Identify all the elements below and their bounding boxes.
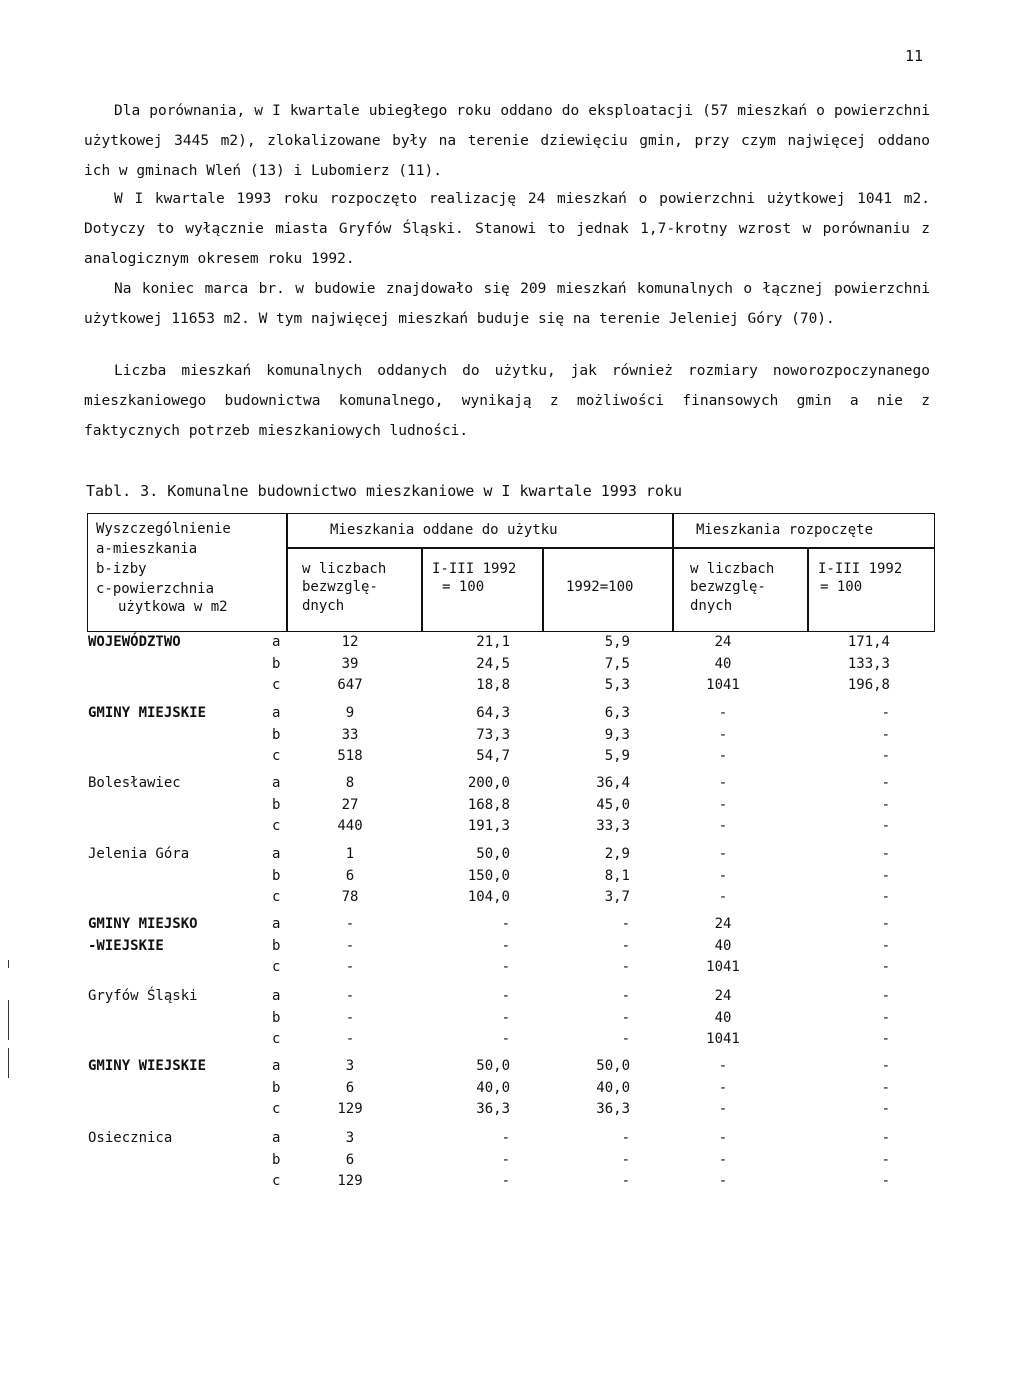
table-cell: -: [718, 1173, 728, 1189]
table-row: [0, 889, 1024, 911]
table-cell: -: [718, 889, 728, 905]
header-label: użytkowa w m2: [118, 599, 228, 615]
header-divider: [542, 547, 544, 632]
table-row: [0, 1080, 1024, 1102]
table-cell: 36,4: [596, 775, 630, 791]
table-cell: -: [881, 1130, 890, 1146]
table-cell: -: [881, 1031, 890, 1047]
page-number: 11: [905, 47, 924, 65]
table-row: [0, 868, 1024, 890]
header-label: = 100: [442, 579, 485, 595]
header-label: 1992=100: [566, 579, 634, 595]
group-name: Osiecznica: [88, 1130, 173, 1146]
table-cell: -: [881, 1173, 890, 1189]
table-cell: -: [501, 1009, 510, 1026]
header-label: dnych: [302, 598, 345, 614]
table-row: [0, 797, 1024, 819]
table-cell: b: [272, 796, 281, 813]
table-row: [0, 916, 1024, 938]
table-cell: 45,0: [596, 796, 630, 813]
table-cell: -: [881, 937, 890, 954]
table-cell: -: [881, 889, 890, 905]
table-cell: b: [272, 1009, 281, 1026]
group-name: Gryfów Śląski: [88, 988, 198, 1004]
table-cell: -: [718, 1058, 728, 1074]
table-cell: -: [881, 818, 890, 834]
table-cell: 5,9: [604, 634, 630, 650]
table-cell: -: [621, 988, 630, 1004]
table-cell: -: [501, 959, 510, 975]
table-cell: 6: [345, 867, 355, 884]
table-cell: -: [718, 775, 728, 791]
table-cell: b: [272, 726, 281, 743]
table-cell: 129: [337, 1101, 363, 1117]
table-cell: -: [621, 1151, 630, 1168]
table-cell: 73,3: [476, 726, 510, 743]
table-cell: -: [501, 937, 510, 954]
group-name: -WIEJSKIE: [88, 937, 164, 954]
table-cell: 40: [714, 1009, 732, 1026]
table-cell: -: [621, 1130, 630, 1146]
table-cell: -: [501, 1130, 510, 1146]
table-cell: c: [272, 677, 281, 693]
table-cell: -: [881, 1058, 890, 1074]
table-cell: 64,3: [476, 705, 510, 721]
header-label: a-mieszkania: [96, 541, 198, 557]
table-cell: 3,7: [604, 889, 630, 905]
table-cell: 2,9: [604, 846, 630, 862]
table-cell: 6: [345, 1151, 355, 1168]
table-cell: c: [272, 1031, 281, 1047]
table-cell: a: [272, 1058, 281, 1074]
table-cell: 8,1: [604, 867, 630, 884]
table-cell: 9: [345, 705, 355, 721]
header-label: I-III 1992: [818, 561, 903, 577]
table-cell: 50,0: [476, 1058, 510, 1074]
table-cell: -: [881, 1151, 890, 1168]
table-cell: -: [718, 1130, 728, 1146]
table-cell: c: [272, 818, 281, 834]
group-name: GMINY WIEJSKIE: [88, 1058, 207, 1074]
table-cell: a: [272, 1130, 281, 1146]
table-cell: a: [272, 775, 281, 791]
table-cell: c: [272, 1101, 281, 1117]
header-label: dnych: [690, 598, 733, 614]
table-cell: -: [881, 796, 890, 813]
table-cell: 647: [337, 677, 363, 693]
table-row: [0, 1101, 1024, 1123]
header-label: w liczbach: [302, 561, 387, 577]
table-cell: -: [718, 818, 728, 834]
table-row: [0, 677, 1024, 699]
table-cell: 3: [345, 1130, 355, 1146]
table-cell: 40,0: [476, 1079, 510, 1096]
table-cell: -: [718, 867, 728, 884]
table-cell: 5,9: [604, 748, 630, 764]
table-cell: b: [272, 867, 281, 884]
table-cell: a: [272, 846, 281, 862]
table-row: [0, 1152, 1024, 1174]
table-row: [0, 1130, 1024, 1152]
table-cell: 1041: [706, 1031, 740, 1047]
group-name: GMINY MIEJSKO: [88, 916, 198, 932]
table-cell: 40: [714, 937, 732, 954]
table-cell: -: [718, 748, 728, 764]
table-cell: -: [345, 988, 355, 1004]
header-divider: [421, 547, 423, 632]
table-cell: 518: [337, 748, 363, 764]
table-cell: -: [881, 748, 890, 764]
table-cell: -: [345, 916, 355, 932]
table-cell: -: [881, 1101, 890, 1117]
table-cell: c: [272, 748, 281, 764]
table-cell: 78: [341, 889, 359, 905]
table-row: [0, 748, 1024, 770]
table-cell: 104,0: [467, 889, 510, 905]
header-divider: [672, 513, 674, 632]
table-cell: -: [718, 726, 728, 743]
header-group-started: Mieszkania rozpoczęte: [696, 522, 874, 538]
table-cell: 6: [345, 1079, 355, 1096]
table-row: [0, 846, 1024, 868]
header-label: b-izby: [96, 561, 147, 577]
table-cell: -: [501, 916, 510, 932]
table-cell: -: [501, 1151, 510, 1168]
table-cell: -: [718, 705, 728, 721]
table-cell: 150,0: [467, 867, 510, 884]
table-cell: 33,3: [596, 818, 630, 834]
header-label: c-powierzchnia: [96, 581, 215, 597]
table-cell: -: [881, 959, 890, 975]
table-cell: 196,8: [847, 677, 890, 693]
table-row: [0, 818, 1024, 840]
table-cell: -: [345, 937, 355, 954]
table-cell: 54,7: [476, 748, 510, 764]
table-cell: 24: [714, 916, 732, 932]
table-cell: 12: [341, 634, 359, 650]
table-cell: a: [272, 634, 281, 650]
table-cell: 133,3: [847, 655, 890, 672]
table-cell: c: [272, 889, 281, 905]
table-cell: 33: [341, 726, 359, 743]
table-cell: 200,0: [467, 775, 510, 791]
table-cell: 191,3: [467, 818, 510, 834]
table-cell: 9,3: [604, 726, 630, 743]
table-cell: -: [881, 988, 890, 1004]
header-divider: [286, 513, 288, 632]
table-caption: Tabl. 3. Komunalne budownictwo mieszkaniowe w I kwartale 1993 roku: [86, 482, 683, 500]
table-cell: -: [621, 959, 630, 975]
scan-mark: [8, 1048, 9, 1078]
table-cell: 3: [345, 1058, 355, 1074]
table-cell: 1041: [706, 959, 740, 975]
table-cell: 21,1: [476, 634, 510, 650]
table-cell: 168,8: [467, 796, 510, 813]
table-cell: 36,3: [596, 1101, 630, 1117]
table-cell: -: [621, 1173, 630, 1189]
header-divider: [286, 547, 934, 549]
table-row: [0, 705, 1024, 727]
table-cell: b: [272, 1079, 281, 1096]
table-cell: -: [718, 1151, 728, 1168]
group-name: Jelenia Góra: [88, 846, 190, 862]
table-cell: -: [718, 796, 728, 813]
table-cell: b: [272, 655, 281, 672]
table-cell: 40,0: [596, 1079, 630, 1096]
table-cell: 27: [341, 796, 359, 813]
table-row: [0, 959, 1024, 981]
paragraph-4: Liczba mieszkań komunalnych oddanych do użytku, jak również rozmiary noworozpoczynanego mieszkaniowego budownictwa komunalnego, wynikają z możliwości finansowych gmin a nie z faktycznych potrzeb mieszkaniowych ludności.: [84, 363, 930, 439]
table-cell: c: [272, 1173, 281, 1189]
table-cell: 40: [714, 655, 732, 672]
table-cell: -: [621, 916, 630, 932]
table-row: [0, 727, 1024, 749]
group-name: WOJEWÓDZTWO: [88, 634, 181, 650]
table-cell: 171,4: [847, 634, 890, 650]
table-cell: 50,0: [596, 1058, 630, 1074]
table-cell: -: [345, 959, 355, 975]
scan-mark: [8, 960, 9, 968]
table-cell: -: [881, 846, 890, 862]
table-row: [0, 1031, 1024, 1053]
table-cell: a: [272, 705, 281, 721]
table-cell: c: [272, 959, 281, 975]
table-cell: 36,3: [476, 1101, 510, 1117]
group-name: GMINY MIEJSKIE: [88, 705, 207, 721]
header-label: Wyszczególnienie: [96, 521, 231, 537]
header-label: w liczbach: [690, 561, 775, 577]
table-row: [0, 1173, 1024, 1195]
header-label: bezwzglę-: [302, 579, 378, 595]
table-cell: 129: [337, 1173, 363, 1189]
header-group-completed: Mieszkania oddane do użytku: [330, 522, 558, 538]
table-cell: b: [272, 937, 281, 954]
table-cell: 1041: [706, 677, 740, 693]
table-cell: 24,5: [476, 655, 510, 672]
table-row: [0, 656, 1024, 678]
table-cell: b: [272, 1151, 281, 1168]
table-row: [0, 775, 1024, 797]
header-label: bezwzglę-: [690, 579, 766, 595]
table-cell: 24: [714, 988, 732, 1004]
table-cell: 440: [337, 818, 363, 834]
table-cell: -: [881, 775, 890, 791]
table-cell: 24: [714, 634, 732, 650]
table-cell: 5,3: [604, 677, 630, 693]
table-cell: -: [621, 937, 630, 954]
table-cell: a: [272, 916, 281, 932]
table-cell: -: [718, 1101, 728, 1117]
table-cell: 39: [341, 655, 359, 672]
paragraph-2: W I kwartale 1993 roku rozpoczęto realizację 24 mieszkań o powierzchni użytkowej 1041 m2. Dotyczy to wyłącznie miasta Gryfów Śląski. Stanowi to jednak 1,7-krotny wzrost w porównaniu z analogicznym okresem roku 1992.: [84, 191, 930, 267]
table-cell: a: [272, 988, 281, 1004]
table-cell: -: [501, 988, 510, 1004]
table-row: [0, 988, 1024, 1010]
scan-mark: [8, 1000, 9, 1040]
table-cell: 1: [345, 846, 355, 862]
table-cell: -: [881, 1079, 890, 1096]
group-name: Bolesławiec: [88, 775, 181, 791]
table-cell: 18,8: [476, 677, 510, 693]
table-row: [0, 634, 1024, 656]
paragraph-3: Na koniec marca br. w budowie znajdowało się 209 mieszkań komunalnych o łącznej powierzchni użytkowej 11653 m2. W tym najwięcej mieszkań buduje się na terenie Jeleniej Góry (70).: [84, 281, 930, 327]
table-cell: -: [718, 1079, 728, 1096]
table-cell: -: [501, 1173, 510, 1189]
header-label: I-III 1992: [432, 561, 517, 577]
table-row: [0, 1010, 1024, 1032]
table-cell: -: [345, 1009, 355, 1026]
header-divider: [807, 547, 809, 632]
paragraph-1: Dla porównania, w I kwartale ubiegłego roku oddano do eksploatacji (57 mieszkań o powierzchni użytkowej 3445 m2), zlokalizowane były na terenie dziewięciu gmin, przy czym najwięcej oddano ich w gminach Wleń (13) i Lubomierz (11).: [84, 103, 930, 179]
table-cell: -: [881, 726, 890, 743]
header-label: = 100: [820, 579, 863, 595]
table-cell: -: [621, 1009, 630, 1026]
table-cell: -: [345, 1031, 355, 1047]
table-cell: -: [881, 916, 890, 932]
table-cell: -: [501, 1031, 510, 1047]
table-cell: 50,0: [476, 846, 510, 862]
table-cell: -: [718, 846, 728, 862]
table-cell: -: [881, 705, 890, 721]
table-row: [0, 938, 1024, 960]
table-cell: 6,3: [604, 705, 630, 721]
table-cell: -: [881, 1009, 890, 1026]
table-cell: -: [881, 867, 890, 884]
table-cell: 7,5: [604, 655, 630, 672]
table-cell: 8: [345, 775, 355, 791]
table-cell: -: [621, 1031, 630, 1047]
table-row: [0, 1058, 1024, 1080]
